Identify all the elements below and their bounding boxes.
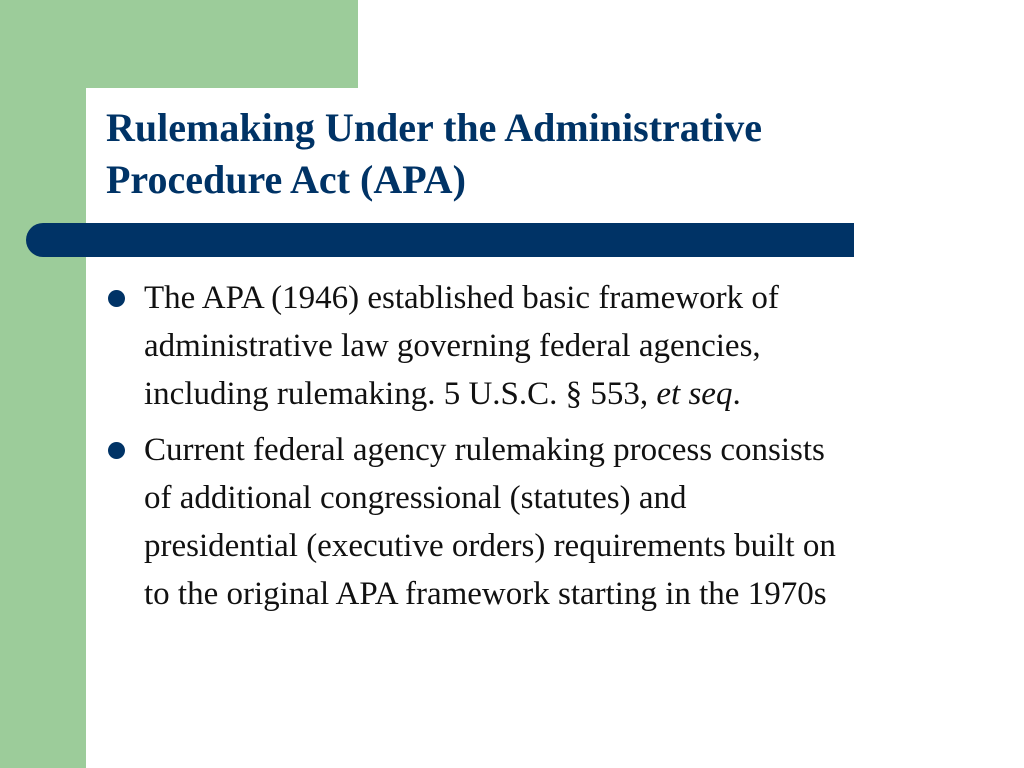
bullet-dot-icon <box>108 290 125 307</box>
bullet-1-line-3 <box>144 370 986 418</box>
bullet-1-line-2: administrative law governing federal agencies, <box>144 328 761 364</box>
bullet-1-italic-text: et seq <box>656 376 733 412</box>
bullet-1-line-3-suffix: . <box>732 376 741 412</box>
slide-title-line-2: Procedure Act (APA) <box>106 157 466 202</box>
bullet-2-line-2: of additional congressional (statutes) and <box>144 480 687 516</box>
title-accent-bar <box>26 223 854 257</box>
bullet-item <box>106 426 986 618</box>
slide-title <box>106 102 986 206</box>
bullet-2-line-1: Current federal agency rulemaking process consists <box>144 432 825 468</box>
bullet-list <box>106 274 986 626</box>
bullet-1-line-3-text: including rulemaking. 5 U.S.C. § 553, <box>144 376 657 412</box>
bullet-item <box>106 274 986 418</box>
slide-title-line-1: Rulemaking Under the Administrative <box>106 105 762 150</box>
bullet-1-line-1: The APA (1946) established basic framework of <box>144 280 779 316</box>
green-side-band <box>0 0 86 768</box>
bullet-2-line-4: to the original APA framework starting in the 1970s <box>144 576 827 612</box>
bullet-2-line-3: presidential (executive orders) requirements built on <box>144 528 836 564</box>
bullet-dot-icon <box>108 442 125 459</box>
